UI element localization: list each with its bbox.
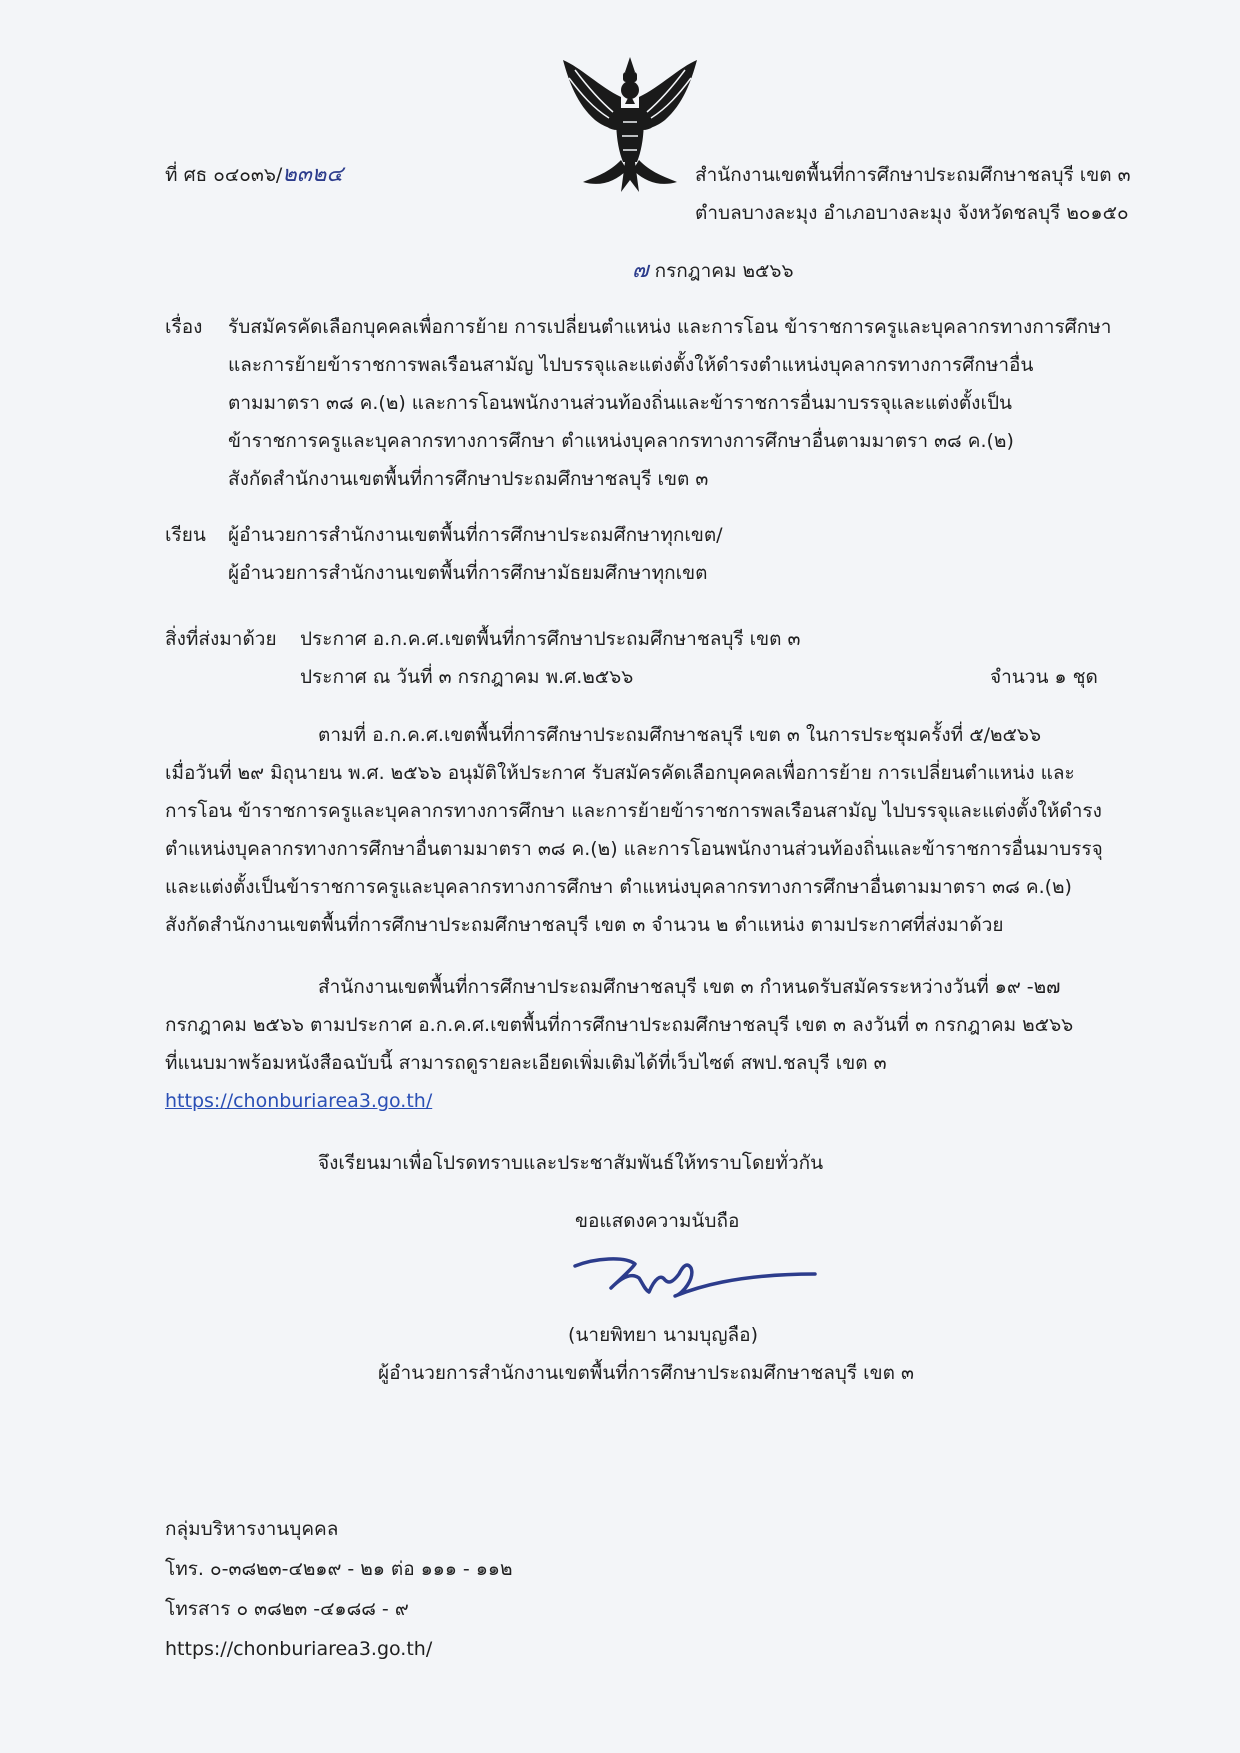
subject-line: ข้าราชการครูและบุคลากรทางการศึกษา ตำแหน่งบุคลากรทางการศึกษาอื่นตามมาตรา ๓๘ ค.(๒)	[228, 430, 1014, 452]
signatory-position: ผู้อำนวยการสำนักงานเขตพื้นที่การศึกษาประถมศึกษาชลบุรี เขต ๓	[378, 1362, 915, 1384]
subject-line: และการย้ายข้าราชการพลเรือนสามัญ ไปบรรจุและแต่งตั้งให้ดำรงตำแหน่งบุคลากรทางการศึกษาอื่น	[228, 354, 1034, 376]
body-line: กรกฎาคม ๒๕๖๖ ตามประกาศ อ.ก.ค.ศ.เขตพื้นที่การศึกษาประถมศึกษาชลบุรี เขต ๓ ลงวันที่ ๓ กรกฎาคม ๒๕๖๖	[165, 1014, 1074, 1036]
enclosure-label: สิ่งที่ส่งมาด้วย	[165, 628, 277, 650]
body-line: สังกัดสำนักงานเขตพื้นที่การศึกษาประถมศึกษาชลบุรี เขต ๓ จำนวน ๒ ตำแหน่ง ตามประกาศที่ส่งมาด้วย	[165, 914, 1004, 936]
office-name: สำนักงานเขตพื้นที่การศึกษาประถมศึกษาชลบุรี เขต ๓	[695, 164, 1131, 186]
salutation-line: ผู้อำนวยการสำนักงานเขตพื้นที่การศึกษามัธยมศึกษาทุกเขต	[228, 562, 708, 584]
subject-line: รับสมัครคัดเลือกบุคคลเพื่อการย้าย การเปลี่ยนตำแหน่ง และการโอน ข้าราชการครูและบุคลากรทางการศึกษา	[228, 316, 1112, 338]
document-date: ๗ กรกฎาคม ๒๕๖๖	[632, 258, 794, 283]
body-line: สำนักงานเขตพื้นที่การศึกษาประถมศึกษาชลบุรี เขต ๓ กำหนดรับสมัครระหว่างวันที่ ๑๙ -๒๗	[318, 976, 1061, 998]
signature-icon	[565, 1238, 825, 1308]
regards: ขอแสดงความนับถือ	[575, 1210, 740, 1232]
subject-line: สังกัดสำนักงานเขตพื้นที่การศึกษาประถมศึกษาชลบุรี เขต ๓	[228, 468, 709, 490]
website-link[interactable]: https://chonburiarea3.go.th/	[165, 1090, 433, 1112]
enclosure-line: ประกาศ ณ วันที่ ๓ กรกฎาคม พ.ศ.๒๕๖๖	[300, 666, 634, 688]
body-line: ตามที่ อ.ก.ค.ศ.เขตพื้นที่การศึกษาประถมศึกษาชลบุรี เขต ๓ ในการประชุมครั้งที่ ๕/๒๕๖๖	[318, 724, 1042, 746]
footer-phone: โทร. ๐-๓๘๒๓-๔๒๑๙ - ๒๑ ต่อ ๑๑๑ - ๑๑๒	[165, 1558, 513, 1580]
closing-line: จึงเรียนมาเพื่อโปรดทราบและประชาสัมพันธ์ให้ทราบโดยทั่วกัน	[318, 1152, 824, 1174]
reference-number: ที่ ศธ ๐๔๐๓๖/๒๓๒๔	[165, 162, 343, 187]
enclosure-quantity: จำนวน ๑ ชุด	[990, 666, 1098, 688]
handwritten-date-day: ๗	[632, 258, 649, 283]
footer-department: กลุ่มบริหารงานบุคคล	[165, 1518, 339, 1540]
enclosure-line: ประกาศ อ.ก.ค.ศ.เขตพื้นที่การศึกษาประถมศึกษาชลบุรี เขต ๓	[300, 628, 801, 650]
salutation-label: เรียน	[165, 524, 206, 546]
body-line: ที่แนบมาพร้อมหนังสือฉบับนี้ สามารถดูรายละเอียดเพิ่มเติมได้ที่เว็บไซต์ สพป.ชลบุรี เขต ๓	[165, 1052, 887, 1074]
signatory-name: (นายพิทยา นามบุญลือ)	[568, 1324, 758, 1346]
footer-website: https://chonburiarea3.go.th/	[165, 1638, 433, 1660]
body-line: และแต่งตั้งเป็นข้าราชการครูและบุคลากรทางการศึกษา ตำแหน่งบุคลากรทางการศึกษาอื่นตามมาตรา ๓๘ ค.(๒)	[165, 876, 1072, 898]
subject-line: ตามมาตรา ๓๘ ค.(๒) และการโอนพนักงานส่วนท้องถิ่นและข้าราชการอื่นมาบรรจุและแต่งตั้งเป็น	[228, 392, 1013, 414]
body-line: การโอน ข้าราชการครูและบุคลากรทางการศึกษา และการย้ายข้าราชการพลเรือนสามัญ ไปบรรจุและแต่งตั้งให้ดำรง	[165, 800, 1102, 822]
salutation-line: ผู้อำนวยการสำนักงานเขตพื้นที่การศึกษาประถมศึกษาทุกเขต/	[228, 524, 723, 546]
footer-fax: โทรสาร ๐ ๓๘๒๓ -๔๑๘๘ - ๙	[165, 1598, 409, 1620]
subject-label: เรื่อง	[165, 316, 203, 338]
handwritten-reference: ๒๓๒๔	[282, 162, 343, 187]
body-line: เมื่อวันที่ ๒๙ มิถุนายน พ.ศ. ๒๕๖๖ อนุมัติให้ประกาศ รับสมัครคัดเลือกบุคคลเพื่อการย้าย การเปลี่ยนตำแหน่ง และ	[165, 762, 1075, 784]
body-line: ตำแหน่งบุคลากรทางการศึกษาอื่นตามมาตรา ๓๘ ค.(๒) และการโอนพนักงานส่วนท้องถิ่นและข้าราชการอื่นมาบรรจุ	[165, 838, 1103, 860]
garuda-emblem-icon	[555, 52, 705, 202]
office-address: ตำบลบางละมุง อำเภอบางละมุง จังหวัดชลบุรี ๒๐๑๕๐	[695, 202, 1129, 224]
